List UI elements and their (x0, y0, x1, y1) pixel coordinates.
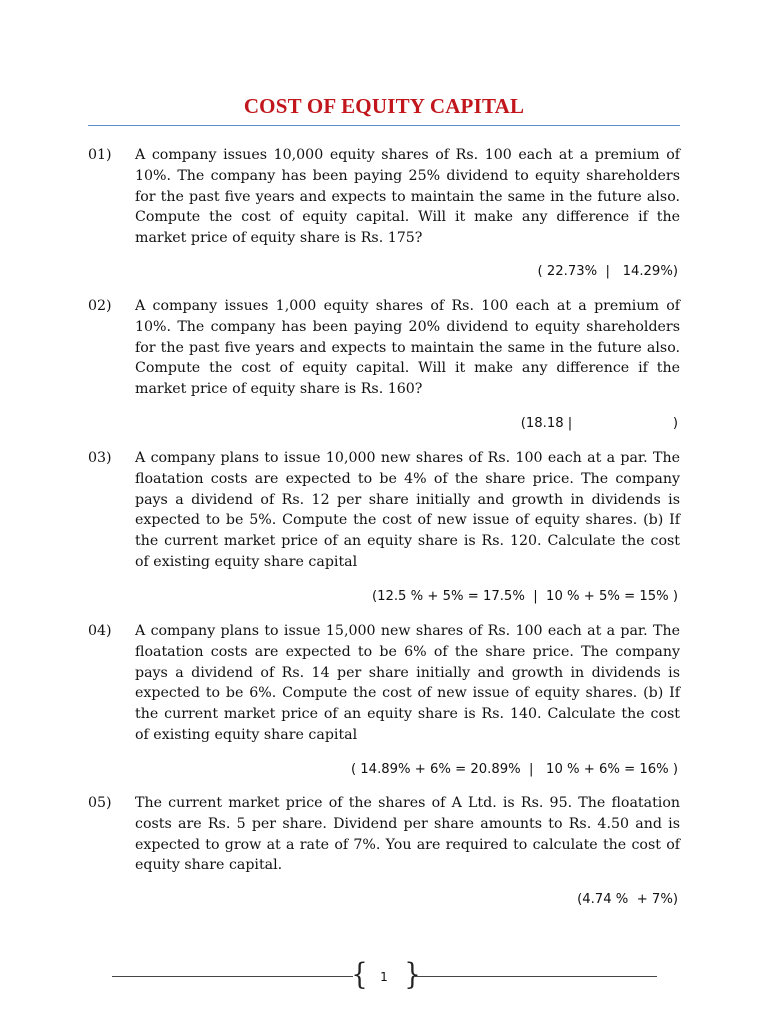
question-item (88, 296, 680, 400)
question-item (88, 621, 680, 746)
footer-brace-right: } (404, 957, 421, 992)
question-text: A company plans to issue 10,000 new shares of Rs. 100 each at a par. The floatation costs are expected to be 4% of the share price. The company pays a dividend of Rs. 12 per share initially and growth in dividends is expected to be 5%. Compute the cost of new issue of equity shares. (b) If the current market price of an equity share is Rs. 120. Calculate the cost of existing equity share capital (135, 450, 680, 570)
answer-text: ( 14.89% + 6% = 20.89% | 10 % + 6% = 16% ) (350, 762, 678, 777)
footer-rule-right (414, 976, 657, 977)
question-item (88, 448, 680, 573)
question-text: The current market price of the shares of A Ltd. is Rs. 95. The floatation costs are Rs. 5 per share. Dividend per share amounts to Rs. 4.50 and is expected to grow at a rate of 7%. You are required to calculate the cost of equity share capital. (135, 795, 680, 874)
page-number: 1 (380, 970, 388, 984)
answer-text: ( 22.73% | 14.29%) (537, 264, 678, 279)
title-divider (88, 125, 680, 126)
question-text: A company issues 1,000 equity shares of Rs. 100 each at a premium of 10%. The company has been paying 20% dividend to equity shareholders for the past five years and expects to maintain the same in the future also. Compute the cost of equity capital. Will it make any difference if the market price of equity share is Rs. 160? (135, 298, 680, 398)
footer-brace-left: { (351, 957, 368, 992)
question-number: 01) (88, 147, 112, 163)
answer-text: (18.18 | ) (520, 416, 678, 431)
footer-rule-left (112, 976, 353, 977)
question-text: A company plans to issue 15,000 new shares of Rs. 100 each at a par. The floatation costs are expected to be 6% of the share price. The company pays a dividend of Rs. 14 per share initially and growth in dividends is expected to be 6%. Compute the cost of new issue of equity shares. (b) If the current market price of an equity share is Rs. 140. Calculate the cost of existing equity share capital (135, 623, 680, 743)
question-number: 04) (88, 623, 112, 639)
question-item (88, 145, 680, 249)
question-number: 02) (88, 298, 112, 314)
question-number: 03) (88, 450, 112, 466)
question-number: 05) (88, 795, 112, 811)
answer-text: (12.5 % + 5% = 17.5% | 10 % + 5% = 15% ) (371, 589, 678, 604)
question-item (88, 793, 680, 876)
answer-text: (4.74 % + 7%) (577, 892, 678, 907)
page-title: COST OF EQUITY CAPITAL (243, 94, 525, 118)
question-text: A company issues 10,000 equity shares of Rs. 100 each at a premium of 10%. The company has been paying 25% dividend to equity shareholders for the past five years and expects to maintain the same in the future also. Compute the cost of equity capital. Will it make any difference if the market price of equity share is Rs. 175? (135, 147, 680, 247)
